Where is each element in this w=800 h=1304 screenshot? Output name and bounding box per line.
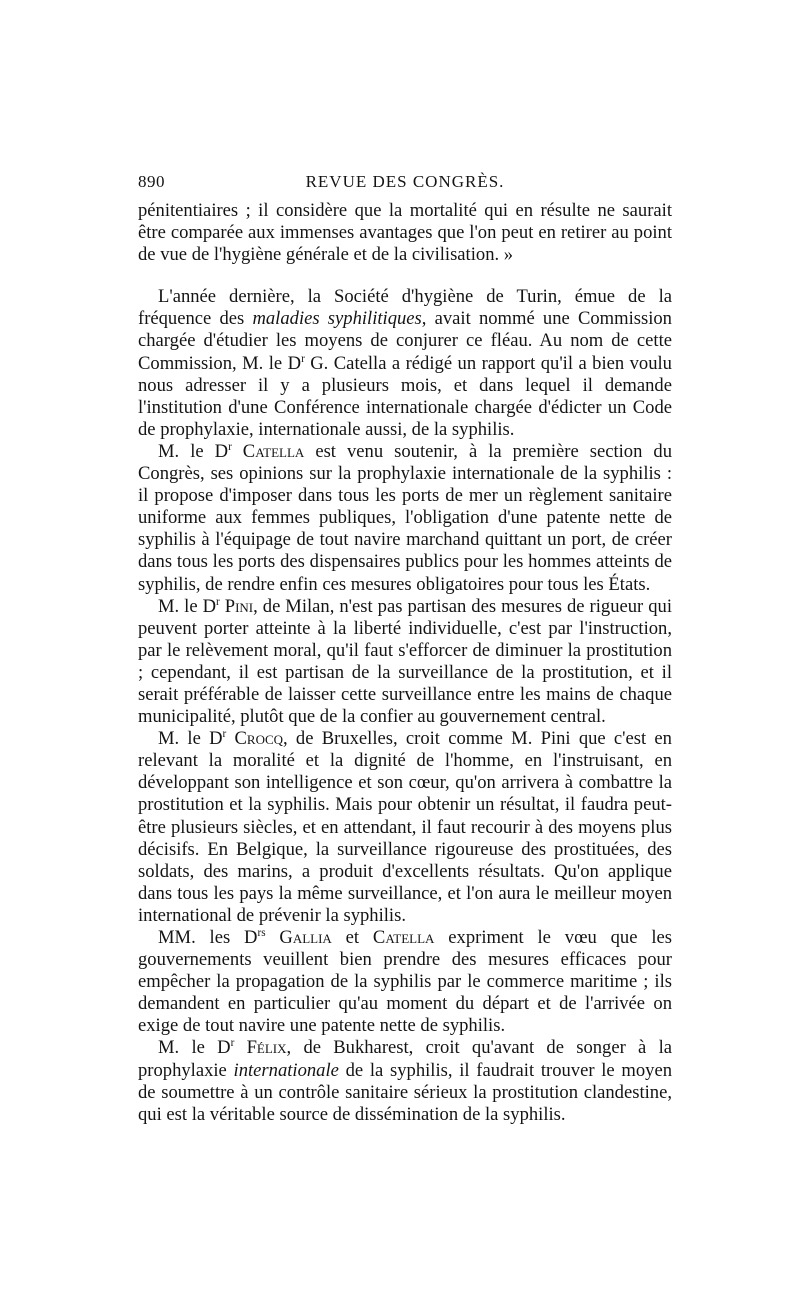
text-run: M. le D [158,728,223,750]
paragraph-pini [138,596,672,729]
text-run: M. le D [158,595,217,617]
text-run: et [331,927,373,948]
paragraph-continuation: pénitentiaires ; il considère que la mortalité qui en résulte ne saurait être comparée aux immenses avantages que l'on peut en retirer au point de vue de l'hygiène générale et de la civilisation. » [138,200,672,266]
emphasis-text: maladies syphilitiques [252,308,422,330]
speaker-name: Félix [246,1037,287,1059]
text-run [232,441,243,462]
text-run: de la syphilis, il faudrait trouver le moyen de soumettre à un contrôle sanitaire sérieux la prostitution clandestine, qui est la véritable source de dissémination de la syphilis. [138,1059,672,1125]
superscript: r [230,1037,235,1050]
text-run: M. le D [158,440,229,462]
paragraph-gallia-catella [138,927,672,1037]
superscript: r [301,352,305,365]
running-title: REVUE DES CONGRÈS. [305,172,505,191]
text-run: M. le D [158,1037,231,1059]
page-number: 890 [138,172,165,191]
running-head [138,172,672,196]
text-run [234,1037,246,1058]
paragraph-crocq [138,728,672,927]
text-run: MM. les D [158,927,258,948]
superscript: r [228,440,232,453]
text-run: , de Bruxelles, croit comme M. Pini que c'est en relevant la moralité et la dignité de l'homme, en l'instruisant, en développant son intelligence et son cœur, qu'on arrivera à combattre la prostitution et la syphilis. Mais pour obtenir un résultat, il faudra peut-être plusieurs siècles, et en attendant, il faut recourir à des moyens plus décisifs. En Belgique, la surveillance rigoureuse des prostituées, des soldats, des marins, a produit d'excellents résultats. Qu'on applique dans tous les pays la même surveillance, et l'on aura le meilleur moyen international de prévenir la syphilis. [138,728,672,926]
text-run: , de Milan, n'est pas partisan des mesures de rigueur qui peuvent porter atteinte à la liberté individuelle, c'est par l'instruction, par le relèvement moral, qu'il faut s'efforcer de diminuer la prostitution ; cependant, il est partisan de la surveillance de la prostitution, et il serait préférable de laisser cette surveillance entre les mains de chaque municipalité, plutôt que de la confier au gouvernement central. [138,595,672,728]
text-run [226,728,234,749]
text-run: , de Bukharest, croit qu'avant de songer à la prophylaxie [138,1037,672,1081]
paragraph-felix [138,1037,672,1125]
text-run: expriment le vœu que les gouvernements veuillent bien prendre des mesures efficaces pour empêcher la propagation de la syphilis par le commerce maritime ; ils demandent en particulier qu'au moment du départ et de l'arrivée on exige de tout navire une patente nette de syphilis. [138,927,672,1037]
text-run: G. Catella a rédigé un rapport qu'il a bien voulu nous adresser il y a plusieurs mois, et dans lequel il demande l'institution d'une Conférence internationale chargée d'édicter un Code de prophylaxie, internationale aussi, de la syphilis. [138,352,672,440]
speaker-name: Pini [224,595,254,617]
emphasis-text: internationale [233,1059,339,1081]
book-page [138,172,672,1126]
paragraph-turin-society [138,286,672,441]
superscript: r [216,595,220,608]
text-run: L'année dernière, la Société d'hygiène de Turin, émue de la fréquence des [138,286,672,330]
superscript: r [222,727,227,740]
speaker-name: Crocq [234,728,284,750]
speaker-name: Catella [242,440,305,462]
superscript: rs [257,926,266,939]
text-run: est venu soutenir, à la première section du Congrès, ses opinions sur la prophylaxie internationale de la syphilis : il propose d'imposer dans tous les ports de mer un règlement sanitaire uniforme aux femmes publiques, l'obligation d'une patente nette de syphilis à l'équipage de tout navire marchand quittant un port, de créer dans tous les ports des dispensaires publics pour les hommes atteints de syphilis, de rendre enfin ces mesures obligatoires pour tous les États. [138,440,673,595]
speaker-name: Gallia [279,927,332,948]
paragraph-catella [138,441,672,596]
text-run: , avait nommé une Commission chargée d'étudier les moyens de conjurer ce fléau. Au nom de cette Commission, M. le D [138,308,672,374]
text-run [266,927,280,948]
speaker-name: Catella [372,927,435,948]
